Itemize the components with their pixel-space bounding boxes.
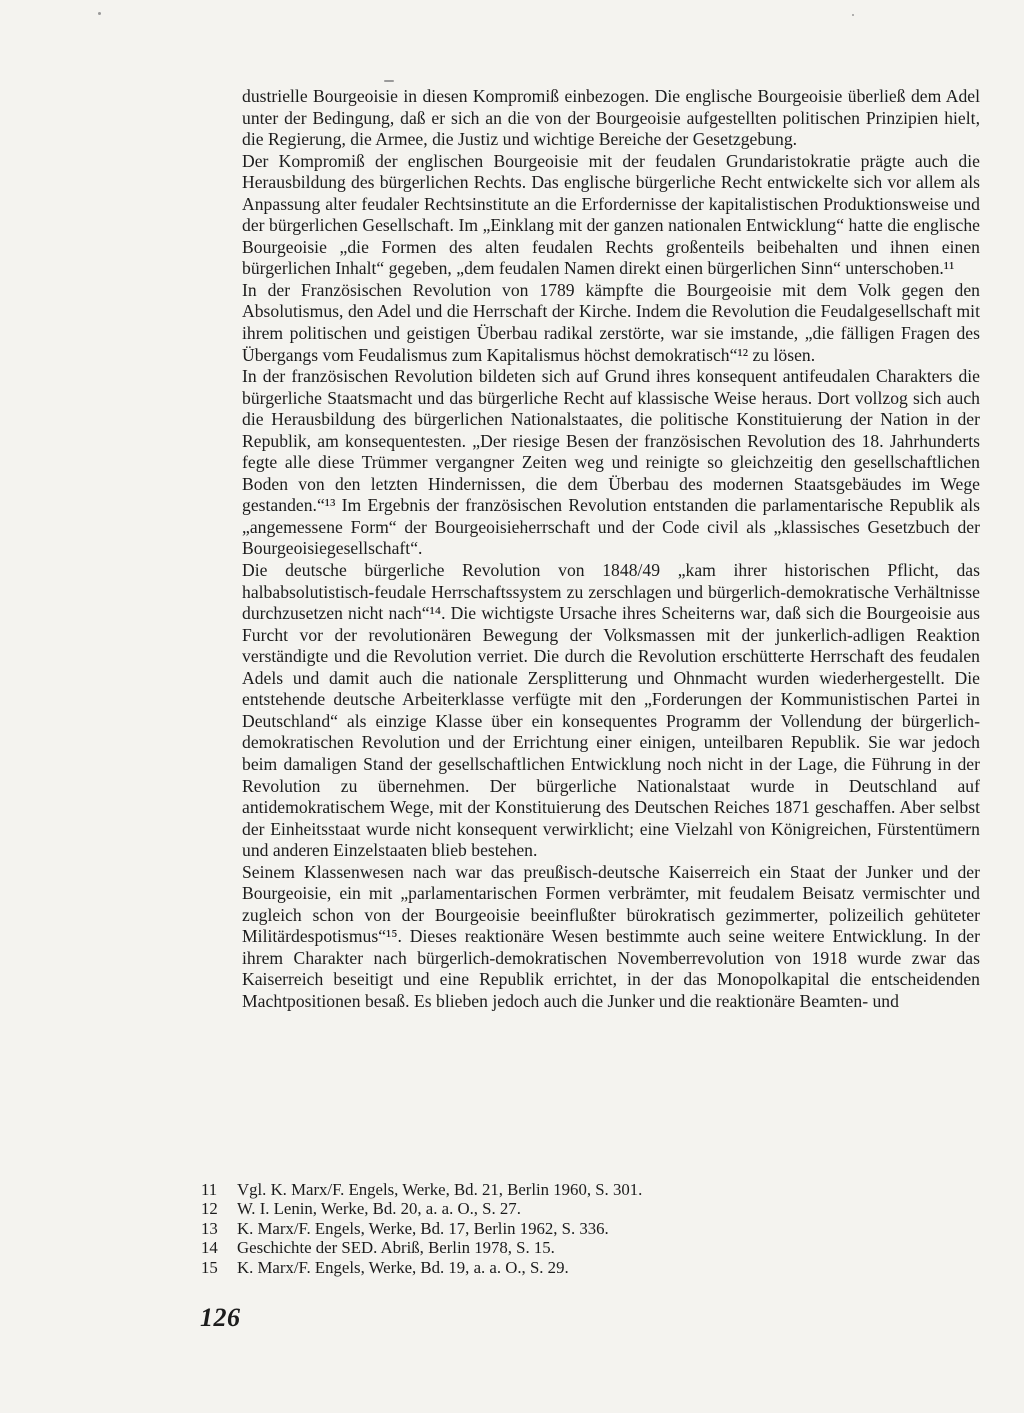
footnote [201, 1258, 901, 1277]
paragraph: Der Kompromiß der englischen Bourgeoisie mit der feudalen Grundaristokratie prägte auch die Herausbildung des bürgerlichen Rechts. Das englische bürgerliche Recht entwickelte sich vor allem als Anpassung alter feudaler Rechtsinstitute an die Erfordernisse der kapitalistischen Produktionsweise und der bürgerlichen Gesellschaft. Im „Einklang mit der ganzen nationalen Entwicklung“ hatte die englische Bourgeoisie „die Formen des alten feudalen Rechts großenteils beibehalten und ihnen einen bürgerlichen Inhalt“ gegeben, „dem feudalen Namen direkt einen bürgerlichen Sinn“ unterschoben.¹¹ [242, 150, 980, 279]
paragraph: dustrielle Bourgeoisie in diesen Kompromiß einbezogen. Die englische Bourgeoisie überließ dem Adel unter der Bedingung, daß er sich an die von der Bourgeoisie aufgestellten politischen Prinzipien hielt, die Regierung, die Armee, die Justiz und wichtige Bereiche der Gesetzgebung. [242, 86, 980, 150]
paragraph: In der französischen Revolution bildeten sich auf Grund ihres konsequent antifeudalen Charakters die bürgerliche Staatsmacht und das bürgerliche Recht auf klassische Weise heraus. Dort vollzog sich auch die Herausbildung des bürgerlichen Nationalstaates, die politische Konstituierung der Nation in der Republik, am konsequentesten. „Der riesige Besen der französischen Revolution des 18. Jahrhunderts fegte alle diese Trümmer vergangner Zeiten weg und reinigte so gleichzeitig den gesellschaftlichen Boden von den letzten Hindernissen, die dem Überbau des modernen Staatsgebäudes im Wege gestanden.“¹³ Im Ergebnis der französischen Revolution entstanden die parlamentarische Republik als „angemessene Form“ der Bourgeoisieherrschaft und der Code civil als „klassisches Gesetzbuch der Bourgeoisiegesellschaft“. [242, 366, 980, 559]
footnote-text: Geschichte der SED. Abriß, Berlin 1978, S. 15. [237, 1238, 555, 1258]
footnote [201, 1238, 901, 1257]
footnote-number: 11 [201, 1180, 218, 1199]
footnotes [201, 1180, 901, 1277]
footnote-text: K. Marx/F. Engels, Werke, Bd. 17, Berlin 1962, S. 336. [237, 1218, 609, 1238]
page-number: 126 [200, 1303, 241, 1332]
footnote [201, 1219, 901, 1238]
footnote [201, 1199, 901, 1218]
footnote-number: 14 [201, 1238, 218, 1258]
paragraph: In der Französischen Revolution von 1789 kämpfte die Bourgeoisie mit dem Volk gegen den Absolutismus, den Adel und die Herrschaft der Kirche. Indem die Revolution die Feudalgesellschaft mit ihrem politischen und geistigen Überbau radikal zerstörte, war sie imstande, „die fälligen Fragen des Übergangs vom Feudalismus zum Kapitalismus höchst demokratisch“¹² zu lösen. [242, 279, 980, 365]
body-text [242, 86, 980, 1013]
paragraph: Die deutsche bürgerliche Revolution von 1848/49 „kam ihrer historischen Pflicht, das halbabsolutistisch-feudale Herrschaftssystem zu zerschlagen und bürgerlich-demokratische Verhältnisse durchzusetzen nicht nach“¹⁴. Die wichtigste Ursache ihres Scheiterns war, daß sich die Bourgeoisie aus Furcht vor der revolutionären Bewegung der Volksmassen mit der junkerlich-adligen Reaktion verständigte und die Revolution verriet. Die durch die Revolution erschütterte Herrschaft des feudalen Adels und damit auch die nationale Zersplitterung und Ohnmacht wurden wiederhergestellt. Die entstehende deutsche Arbeiterklasse verfügte mit den „Forderungen der Kommunistischen Partei in Deutschland“ als einzige Klasse über ein konsequentes Programm der Vollendung der bürgerlich-demokratischen Revolution und der Errichtung einer einigen, unteilbaren Republik. Sie war jedoch beim damaligen Stand der gesellschaftlichen Entwicklung noch nicht in der Lage, die Führung in der Revolution zu übernehmen. Der bürgerliche Nationalstaat wurde in Deutschland auf antidemokratischem Wege, mit der Konstituierung des Deutschen Reiches 1871 geschaffen. Aber selbst der Einheitsstaat wurde nicht konsequent verwirklicht; eine Vielzahl von Königreichen, Fürstentümern und anderen Einzelstaaten blieb bestehen. [242, 560, 980, 861]
paragraph: Seinem Klassenwesen nach war das preußisch-deutsche Kaiserreich ein Staat der Junker und der Bourgeoisie, ein mit „parlamentarischen Formen verbrämter, mit feudalem Beisatz vermischter und zugleich schon von der Bourgeoisie beeinflußter bürokratisch gezimmerter, polizeilich gehüteter Militärdespotismus“¹⁵. Dieses reaktionäre Wesen bestimmte auch seine weitere Entwicklung. In der ihrem Charakter nach bürgerlich-demokratischen Novemberrevolution von 1918 wurde zwar das Kaiserreich beseitigt und eine Republik errichtet, in der das Monopolkapital die entscheidenden Machtpositionen besaß. Es blieben jedoch auch die Junker und die reaktionäre Beamten- und [242, 861, 980, 1011]
scan-speck [98, 12, 101, 15]
scan-speck [384, 80, 394, 82]
footnote-number: 13 [201, 1218, 218, 1238]
footnote-text: W. I. Lenin, Werke, Bd. 20, a. a. O., S. 27. [237, 1199, 521, 1219]
footnote-text: K. Marx/F. Engels, Werke, Bd. 19, a. a. O., S. 29. [237, 1257, 569, 1277]
scan-speck [852, 14, 854, 16]
footnote-number: 12 [201, 1199, 218, 1219]
footnote-text: Vgl. K. Marx/F. Engels, Werke, Bd. 21, Berlin 1960, S. 301. [237, 1180, 643, 1199]
footnote-number: 15 [201, 1257, 218, 1277]
footnote [201, 1180, 901, 1199]
